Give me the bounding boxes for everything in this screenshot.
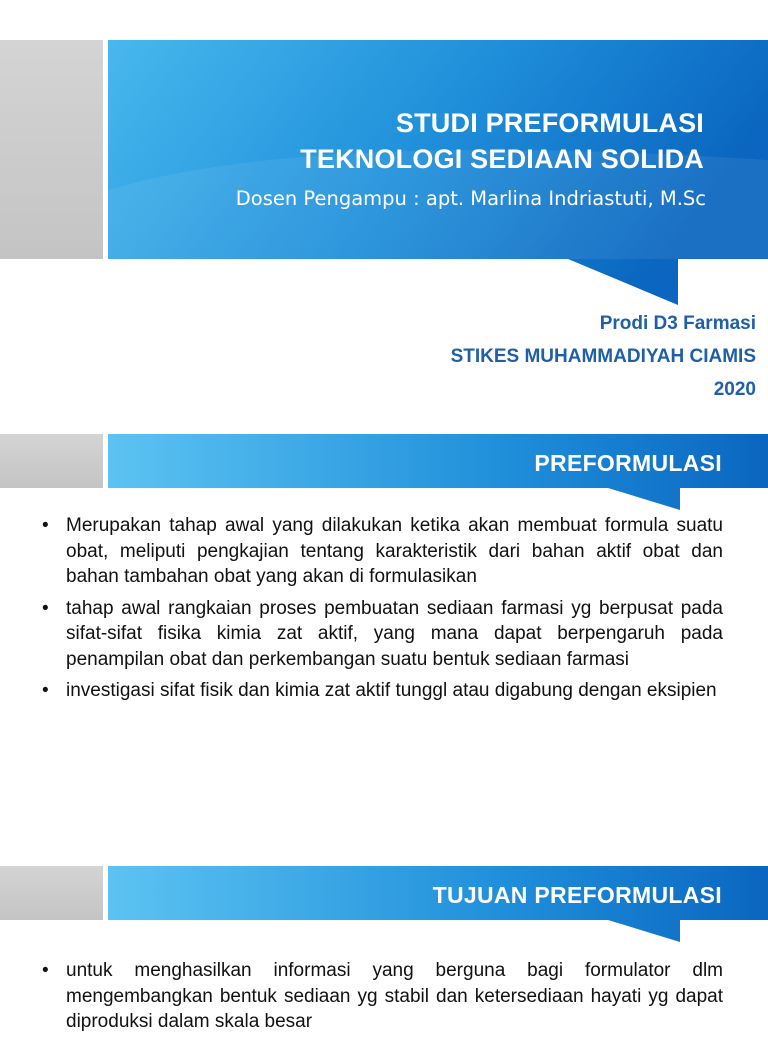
- section2-bullet-list: [40, 958, 723, 1041]
- bullet-icon: •: [42, 515, 49, 536]
- section1-gray-block: [0, 434, 103, 488]
- list-item: • Merupakan tahap awal yang dilakukan ketika akan membuat formula suatu obat, meliputi pengkajian tentang karakteristik dari bahan aktif obat dan bahan tambahan obat yang akan di formulasikan: [42, 515, 723, 587]
- cover-lecturer: Dosen Pengampu : apt. Marlina Indriastuti, M.Sc: [235, 187, 706, 210]
- institution-name: STIKES MUHAMMADIYAH CIAMIS: [450, 346, 756, 367]
- cover-gray-block: [0, 40, 103, 259]
- list-item: • investigasi sifat fisik dan kimia zat aktif tunggl atau digabung dengan eksipien: [40, 678, 723, 704]
- bullet-icon: •: [42, 960, 49, 981]
- section1-bullet-list: [40, 513, 723, 710]
- section2-gray-block: [0, 866, 103, 920]
- cover-title-line1: STUDI PREFORMULASI: [395, 108, 704, 138]
- program-name: Prodi D3 Farmasi: [599, 313, 756, 334]
- bullet-icon: •: [42, 680, 49, 701]
- list-item: • tahap awal rangkaian proses pembuatan sediaan farmasi yg berpusat pada sifat-sifat fisika kimia zat aktif, yang mana dapat berpengaruh pada penampilan obat dan perkembangan suatu bentuk sediaan farmasi: [42, 597, 723, 670]
- list-item: • untuk menghasilkan informasi yang berguna bagi formulator dlm mengembangkan bentuk sediaan yg stabil dan ketersediaan hayati yg dapat diproduksi dalam skala besar: [42, 960, 723, 1032]
- section2-heading: TUJUAN PREFORMULASI: [432, 882, 722, 908]
- bullet-icon: •: [42, 597, 49, 619]
- section1-heading: PREFORMULASI: [534, 450, 722, 476]
- cover-title-line2: TEKNOLOGI SEDIAAN SOLIDA: [300, 144, 704, 174]
- year: 2020: [713, 379, 756, 400]
